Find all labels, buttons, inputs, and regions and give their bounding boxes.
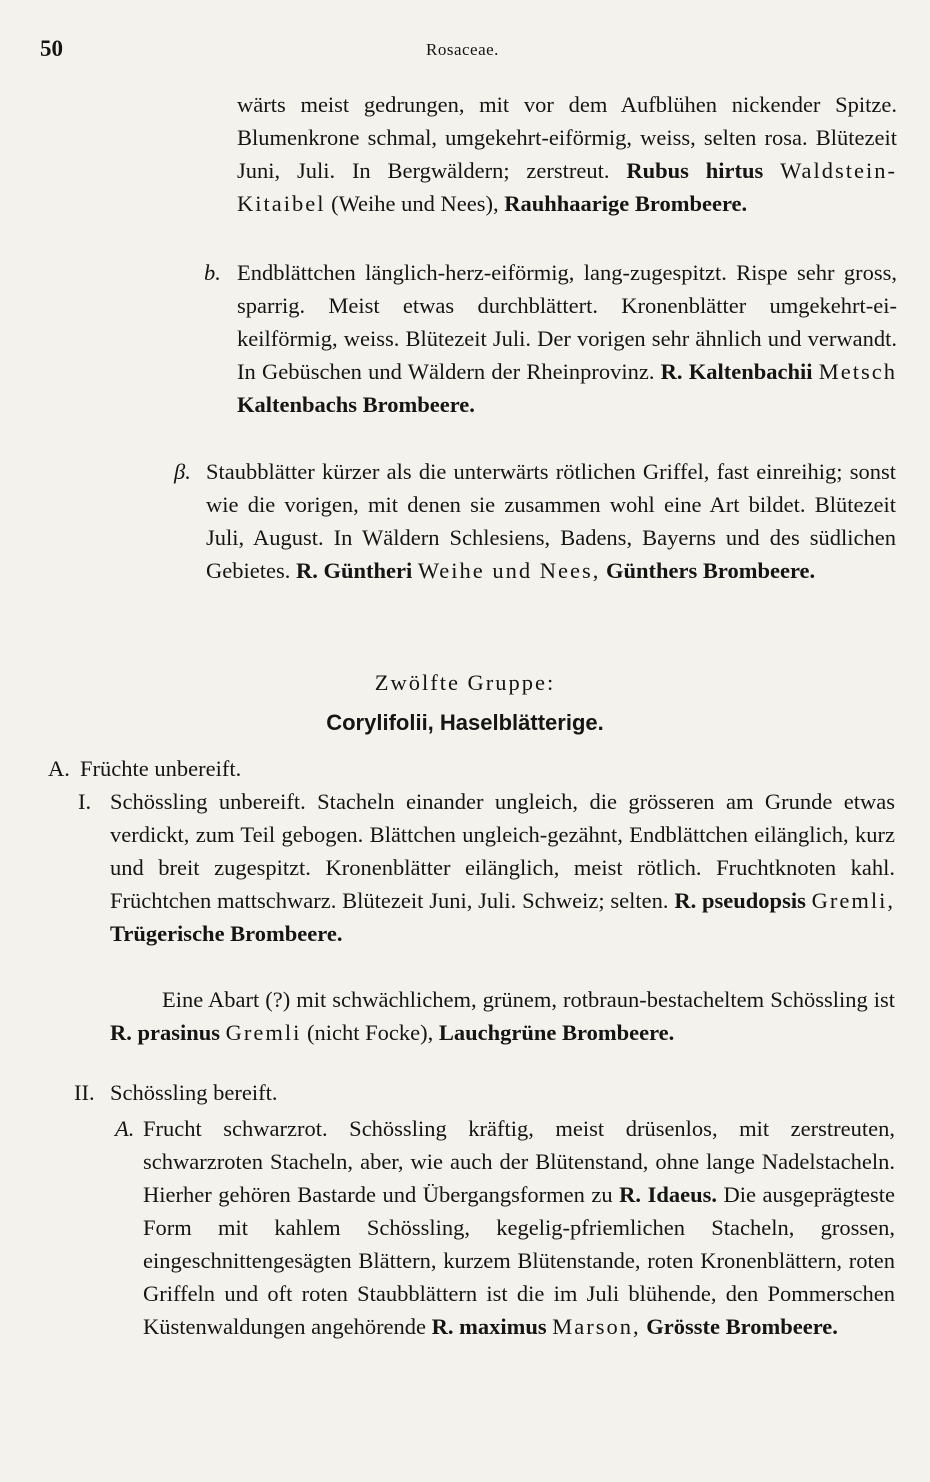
species-name: R. Güntheri <box>295 558 413 583</box>
common-name: Grösste Brombeere. <box>646 1314 838 1339</box>
section-label-a: A. <box>48 756 70 781</box>
text-run: Eine Abart (?) mit schwächlichem, grünem, rotbraun-bestacheltem Schössling ist <box>162 987 895 1012</box>
author-name: Marson, <box>552 1314 641 1339</box>
text-run: Frucht schwarzrot. Schössling kräftig, meist drüsenlos, mit zerstreuten, schwarzroten Stacheln, aber, wie auch der Blütenstand, ohne lange Nadelstacheln. Hierher gehören Bastarde und Übergangsformen zu <box>143 1116 895 1207</box>
common-name: Rauhhaarige Brombeere. <box>504 191 748 216</box>
section-heading-a: Früchte unbereift. <box>80 756 242 781</box>
species-name: R. prasinus <box>110 1020 221 1045</box>
paragraph-rubus-kaltenbachii <box>237 256 897 421</box>
section-label-ii: II. <box>74 1080 95 1105</box>
author-name: Metsch <box>818 359 898 384</box>
text-run: Schössling unbereift. Stacheln einander ungleich, die grösseren am Grunde etwas verdickt, zum Teil gebogen. Blättchen ungleich-gezähnt, Endblättchen eilänglich, kurz und breit zugespitzt. Kronenblätter eilänglich, meist rötlich. Fruchtknoten kahl. Früchtchen mattschwarz. Blütezeit Juni, Juli. Schweiz; selten. <box>110 789 895 913</box>
author-name: Waldstein-Kitaibel <box>237 158 898 216</box>
text-run: Endblättchen länglich-herz-eiförmig, lang-zugespitzt. Rispe sehr gross, sparrig. Meist etwas durchblättert. Kronenblätter umgekehrt-ei-keilförmig, weiss. Blütezeit Juli. Der vorigen sehr ähnlich und verwandt. In Gebüschen und Wäldern der Rheinprovinz. <box>237 260 897 384</box>
text-run: Staubblätter kürzer als die unterwärts rötlichen Griffel, fast einreihig; sonst wie die vorigen, mit denen sie zusammen wohl eine Art bildet. Blütezeit Juli, August. In Wäldern Schlesiens, Badens, Bayerns und des südlichen Gebietes. <box>206 459 896 583</box>
species-name: R. pseudopsis <box>674 888 806 913</box>
page-header <box>40 36 890 66</box>
species-name: R. maximus <box>431 1314 547 1339</box>
section-label-i: I. <box>78 789 92 814</box>
paragraph-rubus-guentheri <box>206 455 896 587</box>
author-name: Gremli <box>225 1020 302 1045</box>
text-run: wärts meist gedrungen, mit vor dem Aufblühen nickender Spitze. Blumenkrone schmal, umgekehrt-eiförmig, weiss, selten rosa. Blütezeit Juni, Juli. In Bergwäldern; zerstreut. <box>237 92 897 183</box>
item-label-alpha: A. <box>115 1116 135 1141</box>
author-name: Weihe und Nees, <box>417 558 601 583</box>
text-run: (nicht Focke), <box>301 1020 439 1045</box>
common-name: Günthers Brombeere. <box>606 558 816 583</box>
paragraph-rubus-hirtus <box>237 88 897 220</box>
group-subheading: Corylifolii, Haselblätterige. <box>326 710 604 735</box>
common-name: Lauchgrüne Brombeere. <box>438 1020 675 1045</box>
species-name: R. Idaeus. <box>619 1182 717 1207</box>
species-name: R. Kaltenbachii <box>660 359 813 384</box>
item-label-b: b. <box>204 260 221 285</box>
paragraph-rubus-pseudopsis <box>110 785 895 950</box>
author-name: Gremli, <box>811 888 896 913</box>
species-name: Rubus hirtus <box>626 158 764 183</box>
page-number: 50 <box>40 36 63 61</box>
text-run: (Weihe und Nees), <box>325 191 505 216</box>
paragraph-rubus-maximus <box>143 1112 895 1343</box>
common-name: Trügerische Brombeere. <box>110 921 343 946</box>
common-name: Kaltenbachs Brombeere. <box>237 392 475 417</box>
item-label-beta: β. <box>174 459 191 484</box>
group-heading: Zwölfte Gruppe: <box>374 670 556 695</box>
running-head: Rosaceae. <box>426 40 499 59</box>
paragraph-rubus-prasinus <box>110 983 895 1049</box>
text-run <box>763 158 780 183</box>
text-run: Die ausgeprägteste Form mit kahlem Schössling, kegelig-pfriemlichen Stacheln, grossen, eingeschnittengesägten Blättern, kurzem Blütenstande, roten Kronenblättern, roten Griffeln und oft roten Staubblättern ist die im Juli blühende, den Pommerschen Küstenwaldungen angehörende <box>143 1182 895 1339</box>
section-heading-ii: Schössling bereift. <box>110 1080 278 1105</box>
